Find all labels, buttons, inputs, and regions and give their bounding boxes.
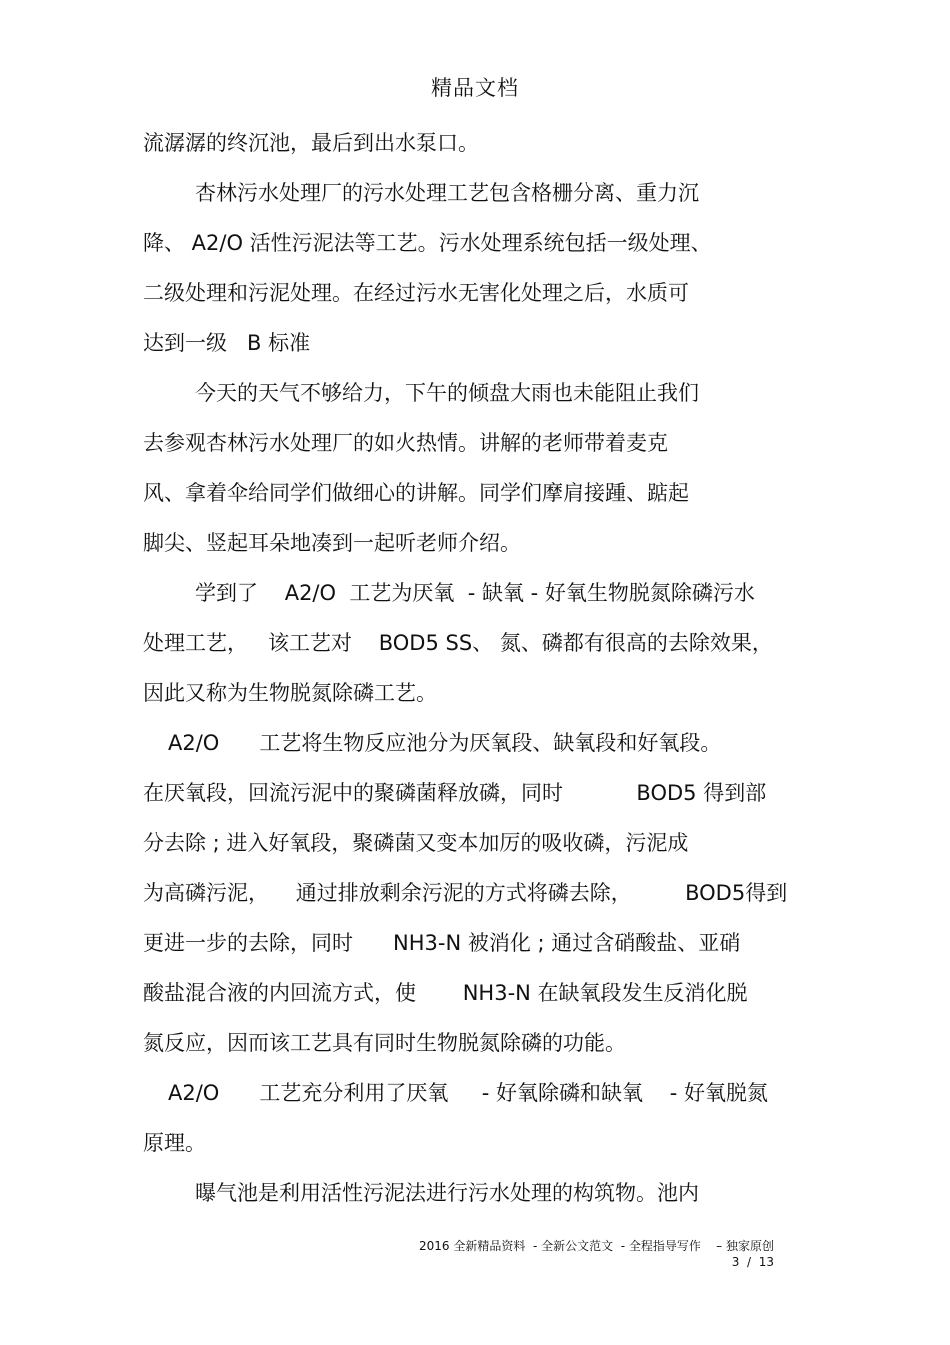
text-line: 降、 A2/O 活性污泥法等工艺。污水处理系统包括一级处理、 [143,231,712,255]
text-line: 曝气池是利用活性污泥法进行污水处理的构筑物。池内 [195,1181,699,1205]
text-line: 流潺潺的终沉池，最后到出水泵口。 [143,131,479,155]
text-line: 在厌氧段，回流污泥中的聚磷菌释放磷，同时 BOD5 得到部 [143,781,767,805]
text-line: 分去除 ; 进入好氧段，聚磷菌又变本加厉的吸收磷，污泥成 [143,831,689,855]
text-line: 原理。 [143,1131,206,1155]
text-line: 更进一步的去除，同时 NH3-N 被消化 ; 通过含硝酸盐、亚硝 [143,931,741,955]
text-line: 今天的天气不够给力，下午的倾盘大雨也未能阻止我们 [195,381,699,405]
text-line: 学到了 A2/O 工艺为厌氧 - 缺氧 - 好氧生物脱氮除磷污水 [195,581,755,605]
text-line: 风、拿着伞给同学们做细心的讲解。同学们摩肩接踵、踮起 [143,481,689,505]
text-line: 为高磷污泥， 通过排放剩余污泥的方式将磷去除， BOD5得到 [143,881,788,905]
text-line: 二级处理和污泥处理。在经过污水无害化处理之后，水质可 [143,281,689,305]
text-line: A2/O 工艺将生物反应池分为厌氧段、缺氧段和好氧段。 [168,731,722,755]
page-number: 3 / 13 [731,1255,774,1269]
text-line: A2/O 工艺充分利用了厌氧 - 好氧除磷和缺氧 - 好氧脱氮 [168,1081,768,1105]
text-line: 酸盐混合液的内回流方式，使 NH3-N 在缺氧段发生反消化脱 [143,981,748,1005]
text-line: 氮反应，因而该工艺具有同时生物脱氮除磷的功能。 [143,1031,626,1055]
text-line: 杏林污水处理厂的污水处理工艺包含格栅分离、重力沉 [195,181,699,205]
text-line: 去参观杏林污水处理厂的如火热情。讲解的老师带着麦克 [143,431,668,455]
page-header-title: 精品文档 [431,76,519,100]
text-line: 达到一级 B 标准 [143,331,311,355]
footer-note: 2016 全新精品资料 - 全新公文范文 - 全程指导写作 – 独家原创 [419,1239,774,1253]
text-line: 处理工艺， 该工艺对 BOD5 SS、 氮、磷都有很高的去除效果， [143,631,773,655]
text-line: 脚尖、竖起耳朵地凑到一起听老师介绍。 [143,531,521,555]
text-line: 因此又称为生物脱氮除磷工艺。 [143,681,437,705]
